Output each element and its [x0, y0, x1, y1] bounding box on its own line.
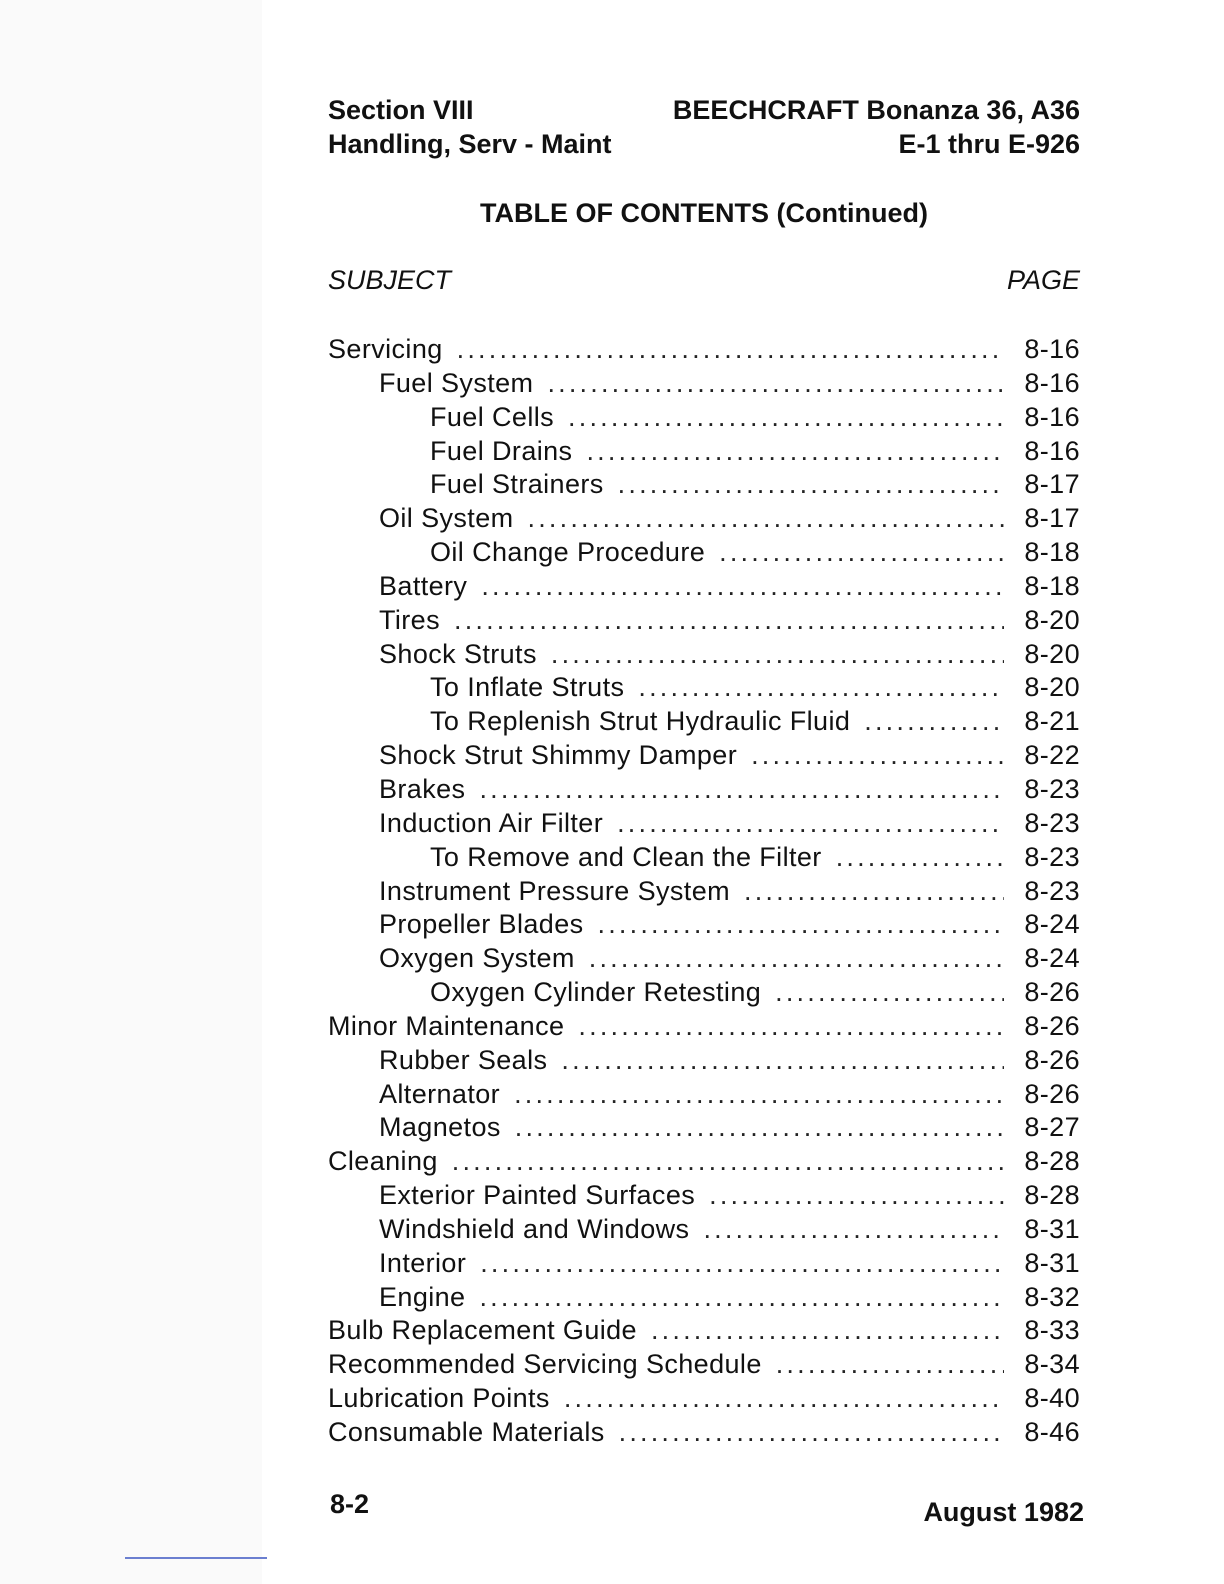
dot-leader: [709, 1179, 1004, 1213]
toc-entry-subject: Fuel Drains: [430, 435, 573, 466]
toc-entry-subject: Oil System: [379, 503, 514, 534]
toc-entry-subject: Cleaning: [328, 1146, 438, 1177]
toc-entry-subject: Shock Struts: [379, 638, 537, 669]
toc-entry-subject: Shock Strut Shimmy Damper: [379, 740, 738, 771]
toc-entry: [328, 773, 1080, 807]
toc-entry-page: 8-24: [1024, 909, 1080, 940]
dot-leader: [564, 1382, 1004, 1416]
toc-entry: [328, 367, 1080, 401]
dot-leader: [617, 807, 1004, 841]
toc-entry-page: 8-26: [1024, 1044, 1080, 1075]
toc-entry: [328, 739, 1080, 773]
toc-entry-page: 8-28: [1024, 1146, 1080, 1177]
toc-entry-subject: Windshield and Windows: [379, 1213, 690, 1244]
toc-entry-subject: Tires: [379, 604, 440, 635]
toc-entry: [328, 1281, 1080, 1315]
toc-entry-page: 8-21: [1024, 706, 1080, 737]
dot-leader: [514, 1078, 1004, 1112]
chapter-label: Handling, Serv - Maint: [328, 129, 612, 159]
running-header-line-2: [328, 127, 1080, 161]
toc-entry: [328, 705, 1080, 739]
toc-entry-page: 8-16: [1024, 334, 1080, 364]
serial-range: E-1 thru E-926: [898, 129, 1080, 159]
toc-entry-subject: Servicing: [328, 334, 443, 364]
dot-leader: [719, 536, 1004, 570]
toc-entry-page: 8-17: [1024, 469, 1080, 500]
toc-entry-subject: Recommended Servicing Schedule: [328, 1349, 762, 1380]
toc-entry-subject: Fuel Strainers: [430, 469, 604, 500]
toc-entry-subject: Interior: [379, 1247, 467, 1278]
dot-leader: [703, 1213, 1004, 1247]
toc-entry: [328, 502, 1080, 536]
toc-entry: [328, 536, 1080, 570]
dot-leader: [578, 1010, 1004, 1044]
toc-entry-page: 8-17: [1024, 503, 1080, 534]
page-heading: PAGE: [1006, 265, 1080, 295]
dot-leader: [568, 401, 1004, 435]
toc-entry-page: 8-23: [1024, 807, 1080, 838]
toc-entry-subject: Engine: [379, 1281, 466, 1312]
toc-entry: [328, 1382, 1080, 1416]
dot-leader: [452, 1145, 1004, 1179]
dot-leader: [619, 1416, 1004, 1450]
subject-heading: SUBJECT: [328, 265, 452, 295]
toc-entry-page: 8-26: [1024, 1078, 1080, 1109]
dot-leader: [586, 435, 1004, 469]
toc-entry-subject: Magnetos: [379, 1112, 501, 1143]
dot-leader: [561, 1044, 1004, 1078]
dot-leader: [751, 739, 1004, 773]
toc-entry: [328, 1044, 1080, 1078]
toc-entry: [328, 1145, 1080, 1179]
section-label: Section VIII: [328, 95, 474, 125]
toc-entry-subject: Minor Maintenance: [328, 1010, 565, 1041]
page-margin: [0, 0, 262, 1584]
toc-entry-subject: Propeller Blades: [379, 909, 584, 940]
toc-list: [328, 333, 1080, 1450]
toc-entry: [328, 435, 1080, 469]
toc-entry: [328, 908, 1080, 942]
toc-entry-page: 8-23: [1024, 773, 1080, 804]
toc-entry: [328, 1247, 1080, 1281]
toc-entry-subject: Fuel System: [379, 367, 534, 398]
margin-rule: [125, 1557, 267, 1559]
toc-entry-subject: Lubrication Points: [328, 1383, 550, 1414]
toc-entry-subject: Oxygen System: [379, 943, 575, 974]
dot-leader: [598, 908, 1004, 942]
dot-leader: [589, 942, 1004, 976]
toc-entry-page: 8-31: [1024, 1213, 1080, 1244]
toc-entry: [328, 671, 1080, 705]
dot-leader: [528, 502, 1004, 536]
dot-leader: [547, 367, 1004, 401]
toc-entry-page: 8-23: [1024, 841, 1080, 872]
toc-entry: [328, 976, 1080, 1010]
toc-entry: [328, 1179, 1080, 1213]
toc-entry-page: 8-20: [1024, 604, 1080, 635]
toc-entry: [328, 604, 1080, 638]
toc-entry: [328, 942, 1080, 976]
toc-entry: [328, 1213, 1080, 1247]
toc-entry-page: 8-22: [1024, 740, 1080, 771]
toc-entry-subject: Fuel Cells: [430, 401, 555, 432]
toc-entry-subject: Battery: [379, 570, 468, 601]
aircraft-model: BEECHCRAFT Bonanza 36, A36: [672, 95, 1080, 125]
toc-entry-page: 8-24: [1024, 943, 1080, 974]
dot-leader: [776, 1348, 1004, 1382]
toc-entry-page: 8-26: [1024, 977, 1080, 1008]
dot-leader: [775, 976, 1004, 1010]
toc-entry-page: 8-33: [1024, 1315, 1080, 1346]
toc-entry-page: 8-26: [1024, 1010, 1080, 1041]
toc-entry: [328, 841, 1080, 875]
toc-entry-subject: To Remove and Clean the Filter: [430, 841, 822, 872]
toc-entry-page: 8-16: [1024, 367, 1080, 398]
dot-leader: [481, 570, 1004, 604]
toc-title: TABLE OF CONTENTS (Continued): [480, 198, 928, 228]
toc-entry-page: 8-16: [1024, 401, 1080, 432]
toc-entry-page: 8-18: [1024, 537, 1080, 568]
toc-entry-page: 8-20: [1024, 672, 1080, 703]
toc-entry: [328, 401, 1080, 435]
toc-entry: [328, 1111, 1080, 1145]
toc-entry-page: 8-16: [1024, 435, 1080, 466]
toc-entry-page: 8-31: [1024, 1247, 1080, 1278]
toc-entry-page: 8-23: [1024, 875, 1080, 906]
page-number: 8-2: [330, 1489, 370, 1519]
dot-leader: [618, 468, 1004, 502]
dot-leader: [479, 773, 1004, 807]
toc-entry-subject: Consumable Materials: [328, 1417, 605, 1447]
toc-entry-subject: Rubber Seals: [379, 1044, 548, 1075]
toc-entry-page: 8-34: [1024, 1349, 1080, 1380]
revision-date: August 1982: [923, 1497, 1084, 1527]
toc-entry-subject: Instrument Pressure System: [379, 875, 731, 906]
dot-leader: [515, 1111, 1004, 1145]
toc-entry-page: 8-32: [1024, 1281, 1080, 1312]
dot-leader: [638, 671, 1004, 705]
toc-entry-page: 8-46: [1024, 1417, 1080, 1447]
toc-entry: [328, 875, 1080, 909]
toc-entry: [328, 638, 1080, 672]
dot-leader: [744, 875, 1004, 909]
toc-entry-subject: Exterior Painted Surfaces: [379, 1180, 696, 1211]
toc-entry-page: 8-28: [1024, 1180, 1080, 1211]
dot-leader: [480, 1247, 1004, 1281]
toc-entry-subject: Bulb Replacement Guide: [328, 1315, 637, 1346]
dot-leader: [479, 1281, 1004, 1315]
toc-entry-subject: Oil Change Procedure: [430, 537, 706, 568]
toc-entry: [328, 1348, 1080, 1382]
running-header-line-1: [328, 93, 1080, 127]
toc-entry-subject: To Replenish Strut Hydraulic Fluid: [430, 706, 851, 737]
dot-leader: [864, 705, 1004, 739]
toc-entry-subject: Induction Air Filter: [379, 807, 604, 838]
toc-entry-subject: Brakes: [379, 773, 466, 804]
toc-entry: [328, 1078, 1080, 1112]
toc-entry-subject: Alternator: [379, 1078, 501, 1109]
dot-leader: [651, 1314, 1004, 1348]
toc-entry-subject: To Inflate Struts: [430, 672, 625, 703]
dot-leader: [836, 841, 1004, 875]
toc-entry-page: 8-18: [1024, 570, 1080, 601]
dot-leader: [454, 604, 1004, 638]
toc-column-headings: [328, 263, 1080, 297]
toc-entry: [328, 1314, 1080, 1348]
dot-leader: [551, 638, 1004, 672]
toc-entry: [328, 468, 1080, 502]
toc-entry: [328, 570, 1080, 604]
dot-leader: [457, 333, 1004, 367]
toc-entry: [328, 1416, 1080, 1450]
toc-entry-subject: Oxygen Cylinder Retesting: [430, 977, 762, 1008]
toc-entry: [328, 1010, 1080, 1044]
toc-entry: [328, 807, 1080, 841]
toc-entry-page: 8-27: [1024, 1112, 1080, 1143]
toc-entry-page: 8-20: [1024, 638, 1080, 669]
toc-entry: [328, 333, 1080, 367]
toc-entry-page: 8-40: [1024, 1383, 1080, 1414]
